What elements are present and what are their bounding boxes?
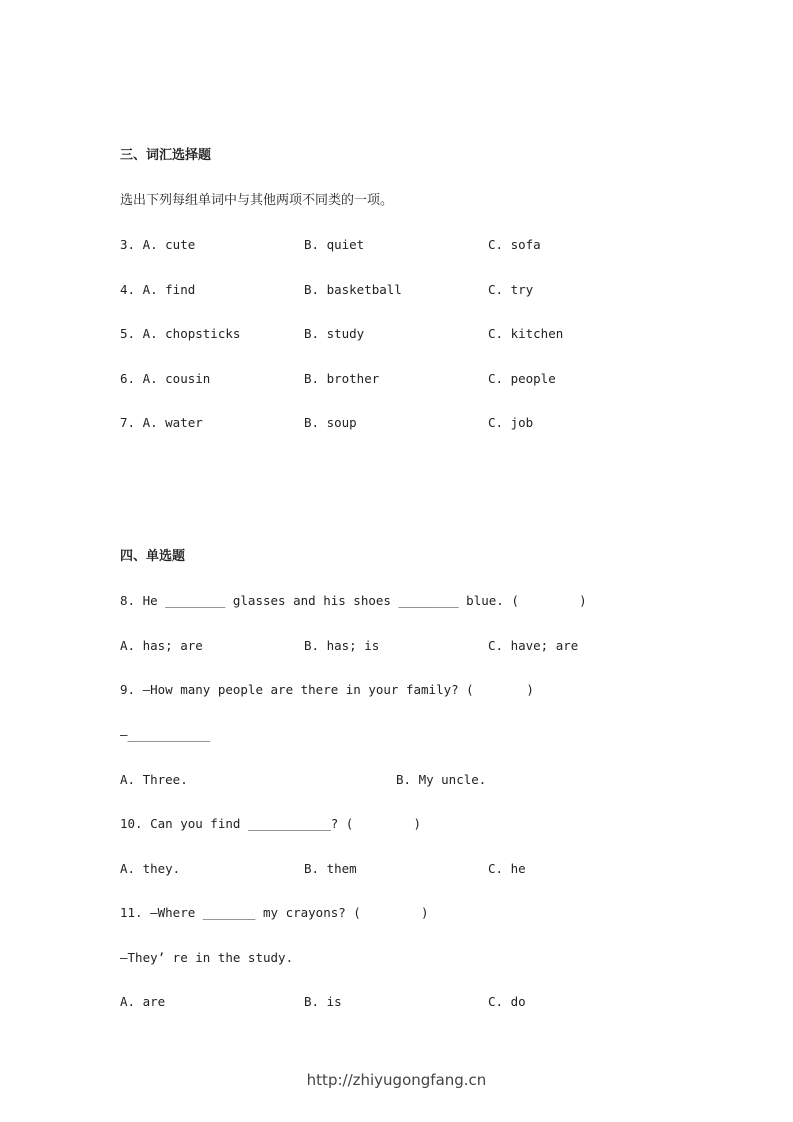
option-a: A. they.	[120, 861, 181, 876]
footer-url[interactable]: http://zhiyugongfang.cn	[306, 1071, 487, 1089]
question-3	[0, 237, 793, 253]
section4-heading: 四、单选题	[120, 549, 186, 564]
question-9-options	[0, 772, 793, 788]
question-11-reply: —They’ re in the study.	[120, 950, 294, 965]
option-c: C. people	[488, 371, 556, 386]
question-11-options	[0, 994, 793, 1010]
option-b: B. basketball	[304, 282, 402, 297]
question-11-stem: 11. —Where _______ my crayons? ( )	[120, 905, 429, 920]
option-c: C. try	[488, 282, 534, 297]
question-8-stem: 8. He ________ glasses and his shoes ________ blue. ( )	[120, 593, 587, 608]
question-7	[0, 415, 793, 431]
section3-instruction: 选出下列每组单词中与其他两项不同类的一项。	[120, 193, 394, 208]
option-b: B. is	[304, 994, 342, 1009]
question-8-options	[0, 638, 793, 654]
option-c: C. sofa	[488, 237, 541, 252]
option-a: 6. A. cousin	[120, 371, 211, 386]
option-b: B. study	[304, 326, 365, 341]
question-6	[0, 371, 793, 387]
option-a: A. has; are	[120, 638, 203, 653]
option-b: B. them	[304, 861, 357, 876]
option-b: B. soup	[304, 415, 357, 430]
option-c: C. have; are	[488, 638, 579, 653]
option-a: 4. A. find	[120, 282, 196, 297]
option-b: B. has; is	[304, 638, 380, 653]
question-5	[0, 326, 793, 342]
question-9-answer-line: —___________	[120, 727, 211, 742]
section3-heading: 三、词汇选择题	[120, 148, 212, 163]
option-b: B. My uncle.	[396, 772, 487, 787]
option-a: 3. A. cute	[120, 237, 196, 252]
question-4	[0, 282, 793, 298]
option-c: C. he	[488, 861, 526, 876]
question-10-options	[0, 861, 793, 877]
question-10-stem: 10. Can you find ___________? ( )	[120, 816, 422, 831]
option-a: A. Three.	[120, 772, 188, 787]
option-b: B. quiet	[304, 237, 365, 252]
option-a: 7. A. water	[120, 415, 203, 430]
option-c: C. do	[488, 994, 526, 1009]
option-b: B. brother	[304, 371, 380, 386]
option-c: C. job	[488, 415, 534, 430]
option-a: 5. A. chopsticks	[120, 326, 241, 341]
question-9-stem: 9. —How many people are there in your family? ( )	[120, 682, 534, 697]
option-c: C. kitchen	[488, 326, 564, 341]
option-a: A. are	[120, 994, 166, 1009]
